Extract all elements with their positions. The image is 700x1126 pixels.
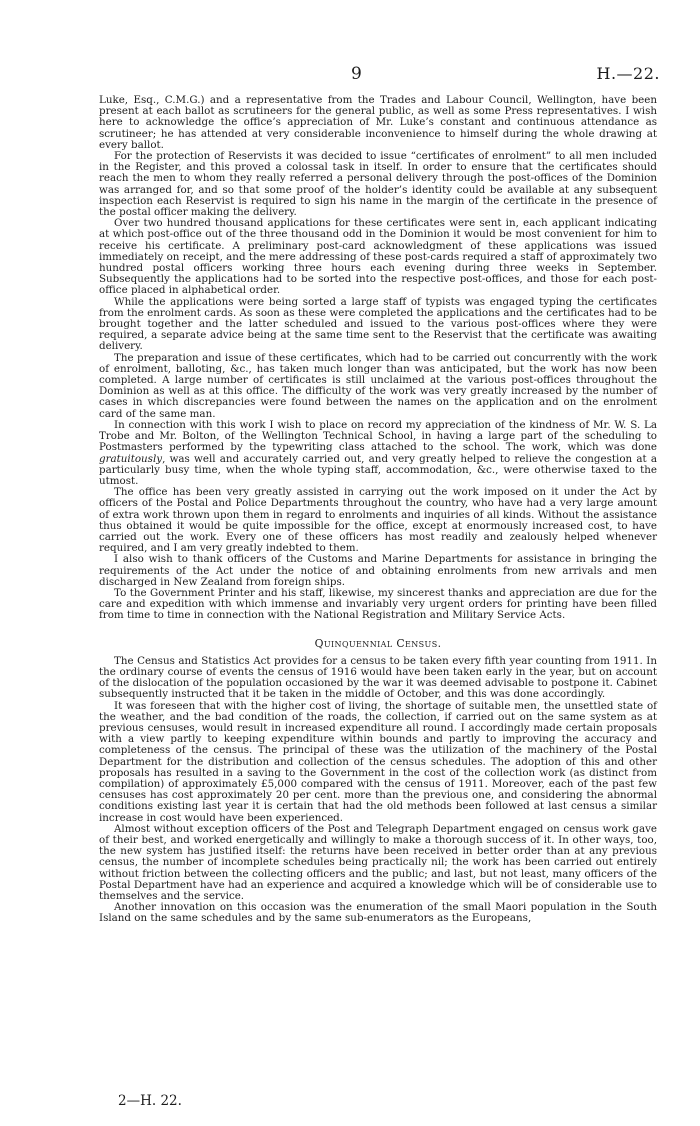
paragraph: While the applications were being sorted a large staff of typists was engaged typing the certificates from the enrolment cards. As soon as these were completed the applications and the certificates had to be brought together and the latter scheduled and issued to the various post-offices where they were required, a separate advice being at the same time sent to the Reservist that the certificate was awaiting delivery. [99, 295, 657, 353]
paragraph: Almost without exception officers of the Post and Telegraph Department engaged on census work gave of their best, and worked energetically and willingly to make a thorough success of it. In other ways, too, the new system has justified itself: the returns have been received in better order than at any previous census, the number of incomplete schedules being practically nil; the work has been carried out entirely without friction between the collecting officers and the public; and last, but not least, many officers of the Postal Department have had an experience and acquired a knowledge which will be of considerable use to themselves and the service. [99, 822, 657, 903]
paragraph: The Census and Statistics Act provides for a census to be taken every fifth year counting from 1911. In the ordinary course of events the census of 1916 would have been taken early in the year, but on account of the dislocation of the population occasioned by the war it was deemed advisable to postpone it. Cabinet subsequently instructed that it be taken in the middle of October, and this was done accordingly. [99, 654, 657, 701]
page-number: 9 [351, 64, 362, 84]
paragraph [99, 420, 657, 487]
signature-mark: 2—H. 22. [118, 1093, 182, 1109]
body-text [99, 95, 657, 925]
paragraph: The office has been very greatly assisted in carrying out the work imposed on it under the Act by officers of the Postal and Police Departments throughout the country, who have had a very large amount of extra work thrown upon them in regard to enrolments and inquiries of all kinds. Without the assistance thus obtained it would be quite impossible for the office, except at enormously increased cost, to have carried out the work. Every one of these officers has most readily and zealously helped whenever required, and I am very greatly indebted to them. [99, 486, 657, 555]
paragraph: Over two hundred thousand applications for these certificates were sent in, each applicant indicating at which post-office out of the three thousand odd in the Dominion it would be most convenient for him to receive his certificate. A preliminary post-card acknowledgment of these applications was issued immediately on receipt, and the mere addressing of these post-cards required a staff of approximately two hundred postal officers working three hours each evening during three weeks in September. Subsequently the applications had to be sorted into the respective post-offices, and those for each post-office placed in alphabetical order. [99, 217, 657, 297]
section-heading: Quinquennial Census. [314, 636, 442, 650]
paragraph: It was foreseen that with the higher cost of living, the shortage of suitable men, the unsettled state of the weather, and the bad condition of the roads, the collection, if carried out on the same system as at previous censuses, would result in increased expenditure all round. I accordingly made certain proposals with a view partly to keeping expenditure within bounds and partly to improving the accuracy and completeness of the census. The principal of these was the utilization of the machinery of the Postal Department for the distribution and collection of the census schedules. The adoption of this and other proposals has resulted in a saving to the Government in the cost of the collection work (as distinct from compilation) of approximately £5,000 compared with the census of 1911. Moreover, each of the past few censuses has cost approximately 20 per cent. more than the previous one, and considering the abnormal conditions existing last year it is certain that had the old methods been followed at last census a similar increase in cost would have been experienced. [99, 699, 657, 824]
paragraph: I also wish to thank officers of the Customs and Marine Departments for assistance in bringing the requirements of the Act under the notice of and obtaining enrolments from new arrivals and men discharged in New Zealand from foreign ships. [99, 553, 657, 588]
paragraph: For the protection of Reservists it was decided to issue “certificates of enrolment” to all men included in the Register, and this proved a colossal task in itself. In order to ensure that the certificates should reach the men to whom they really referred a personal delivery through the post-offices of the Dominion was arranged for, and so that some proof of the holder’s identity could be available at any subsequent inspection each Reservist is required to sign his name in the margin of the certificate in the presence of the postal officer making the delivery. [99, 150, 657, 219]
paragraph: The preparation and issue of these certificates, which had to be carried out concurrently with the work of enrolment, balloting, &c., has taken much longer than was anticipated, but the work has now been completed. A large number of certificates is still unclaimed at the various post-offices throughout the Dominion as well as at this office. The difficulty of the work was very greatly increased by the number of cases in which discrepancies were found between the names on the application and on the enrolment card of the same man. [99, 351, 657, 420]
paragraph: Luke, Esq., C.M.G.) and a representative from the Trades and Labour Council, Wellington, have been present at each ballot as scrutineers for the general public, as well as some Press representatives. I wish here to acknowledge the office’s appreciation of Mr. Luke’s constant and continuous attendance as scrutineer; he has attended at very considerable inconvenience to himself during the whole drawing at every ballot. [99, 94, 657, 151]
italic-word: gratuitously [99, 452, 163, 465]
paragraph: Another innovation on this occasion was the enumeration of the small Maori population in the South Island on the same schedules and by the same sub-enumerators as the Europeans, [99, 901, 657, 925]
paragraph: To the Government Printer and his staff, likewise, my sincerest thanks and appreciation are due for the care and expedition with which immense and invariably very urgent orders for printing have been filled from time to time in connection with the National Registration and Military Service Acts. [99, 586, 657, 622]
document-reference: H.—22. [596, 64, 660, 83]
paragraph-text: In connection with this work I wish to place on record my appreciation of the kindness of Mr. W. S. La Trobe and Mr. Bolton, of the Wellington Technical School, in having a large part of the scheduling to Postmasters performed by the typewriting class attached to the school. The work, which was done [99, 418, 657, 454]
page-header [0, 64, 700, 88]
paragraph-text: , was well and accurately carried out, and very greatly helped to relieve the congestion at a particularly busy time, when the whole typing staff, accommodation, &c., were otherwise taxed to the utmost. [99, 452, 657, 487]
